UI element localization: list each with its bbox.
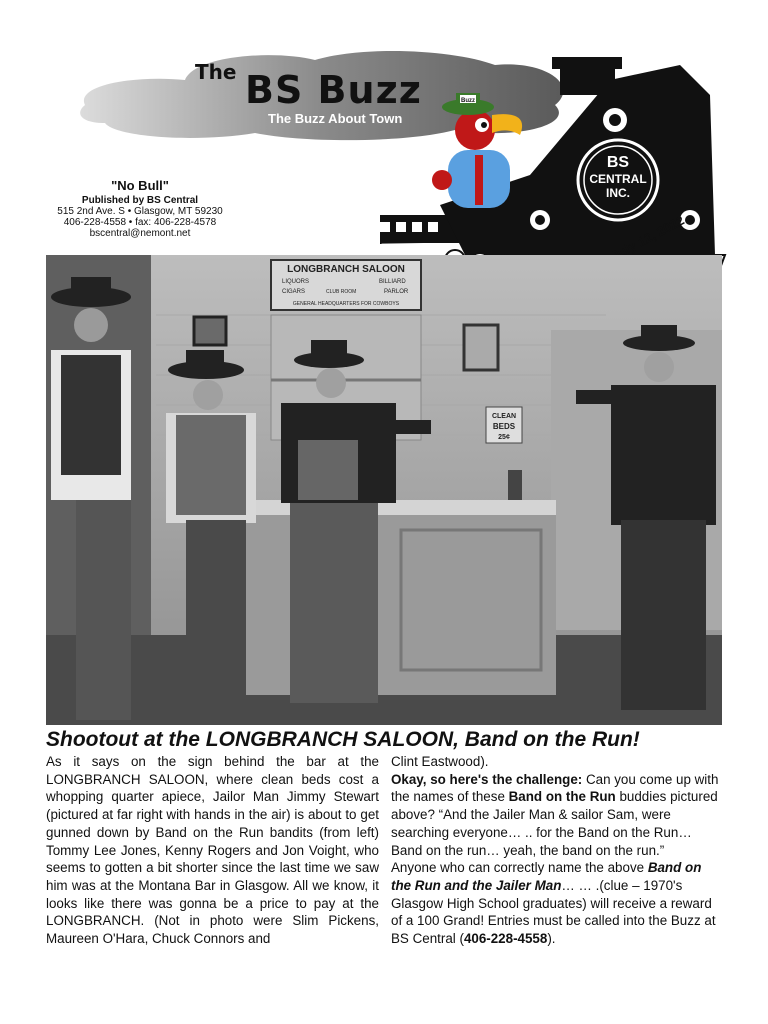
article-column-right: [391, 753, 724, 948]
email[interactable]: bscentral@nemont.net: [89, 228, 191, 239]
article-paragraph-2: Clint Eastwood).: [391, 754, 489, 769]
contest-phone[interactable]: 406-228-4558: [463, 931, 548, 947]
mascot-hat-label: Buzz: [461, 98, 475, 104]
contest-text-end: ).: [547, 931, 556, 947]
publisher-block: [40, 178, 240, 239]
brand-name: BS Buzz: [245, 68, 422, 112]
band-name-bold: Band on the Run: [508, 789, 616, 805]
challenge-label: Okay, so here's the challenge:: [391, 771, 583, 787]
sign-mid1: CIGARS: [282, 289, 306, 295]
logo-line-3: INC.: [606, 186, 630, 200]
article-paragraph-1: As it says on the sign behind the bar at the LONGBRANCH SALOON, where clean beds cost a whopping quarter apiece, Jailor Man Jimmy Stewart (pictured at far right with hands in the air) is about to get gunned down by Band on the Run bandits (from left) Tommy Lee Jones, Kenny Rogers and Jon Voight, who seems to gotten a bit shorter since the last time we saw him was at the Montana Bar in Glasgow. All we know, it looks like there was gonna be a price to pay at the LONGBRANCH. (Not in photo were Slim Pickens, Maureen O'Hara, Chuck Connors and: [46, 754, 379, 947]
logo-line-2: CENTRAL: [589, 172, 647, 186]
sign-bottom: GENERAL HEADQUARTERS FOR COWBOYS: [292, 301, 400, 307]
contest-paragraph: [391, 859, 724, 948]
brand-the: The: [195, 60, 237, 84]
challenge-text-a: Can you come up with the names of these: [391, 771, 719, 805]
brand-tagline: The Buzz About Town: [268, 111, 403, 126]
mascot-bird: [432, 93, 522, 208]
sign-clean: CLEAN: [491, 413, 517, 420]
sign-beds: BEDS: [492, 422, 516, 431]
sign-mid2: CLUB ROOM: [326, 289, 357, 295]
saloon-photo: [46, 255, 722, 725]
contest-band-jailer: Band on the Run and the Jailer Man: [391, 860, 702, 893]
sign-left: LIQUORS: [282, 279, 310, 285]
headline: Shootout at the LONGBRANCH SALOON, Band on the Run!: [46, 728, 640, 751]
sign-price: 25¢: [498, 434, 510, 441]
sign-mid3: PARLOR: [384, 289, 409, 295]
challenge-text-b: buddies pictured above? “And the Jailer Man & sailor Sam, were searching everyone… .. for the Band on the Run… Band on the run… yeah, the band on the run.”: [391, 789, 718, 858]
sign-title: LONGBRANCH SALOON: [287, 264, 405, 275]
address: 515 2nd Ave. S • Glasgow, MT 59230: [57, 206, 223, 217]
phone-fax: 406-228-4558 • fax: 406-228-4578: [63, 217, 217, 228]
sign-right: BILLIARD: [379, 279, 406, 285]
motto: "No Bull": [111, 178, 169, 193]
publisher-name: Published by BS Central: [81, 195, 199, 206]
article-column-left: [46, 753, 379, 948]
contest-text-a: Anyone who can correctly name the above: [391, 860, 648, 876]
article-body: [46, 753, 724, 948]
logo-line-1: BS: [606, 154, 630, 171]
contest-text-b: … … .(clue – 1970's Glasgow High School graduates) will receive a reward of a 100 Grand! Entries must be called into the Buzz at BS Central (: [391, 877, 716, 947]
challenge-paragraph: [391, 771, 724, 860]
